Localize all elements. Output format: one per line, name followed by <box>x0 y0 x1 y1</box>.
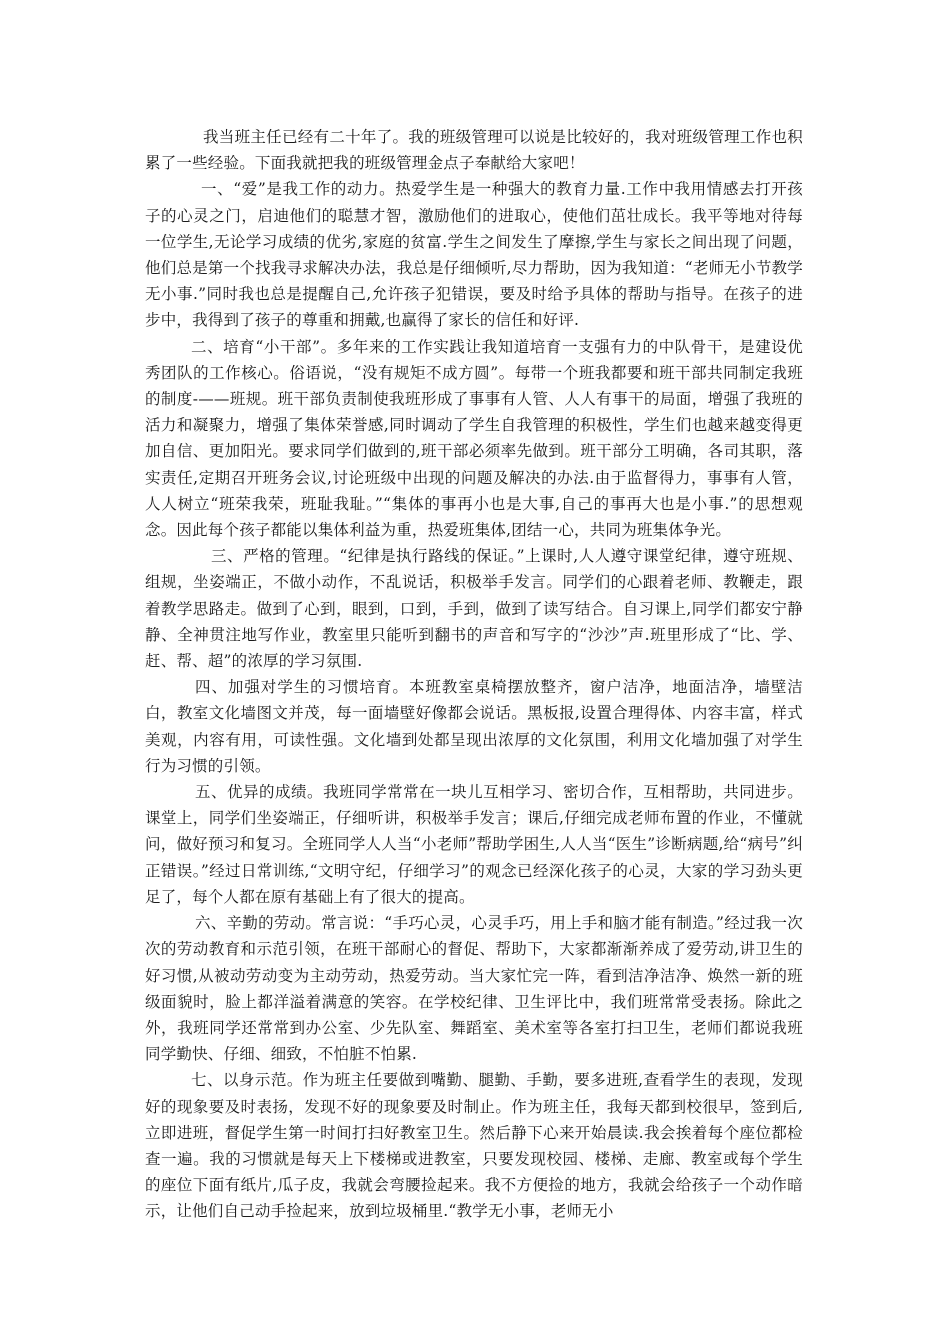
article-body <box>145 124 803 1225</box>
paragraph-habits: 四、加强对学生的习惯培育。本班教室桌椅摆放整齐，窗户洁净，地面洁净，墙壁洁白，教室文化墙图文并茂，每一面墙壁好像都会说话。黑板报,设置合理得体、内容丰富，样式美观，内容有用，可读性强。文化墙到处都呈现出浓厚的文化氛围，利用文化墙加强了对学生行为习惯的引领。 <box>145 678 803 775</box>
paragraph-strict-management: 三、严格的管理。“纪律是执行路线的保证。”上课时,人人遵守课堂纪律，遵守班规、组规，坐姿端正，不做小动作，不乱说话，积极举手发言。同学们的心跟着老师、教鞭走，跟着教学思路走。做到了心到，眼到，口到，手到，做到了读写结合。自习课上,同学们都安宁静静、全神贯注地写作业，教室里只能听到翻书的声音和写字的“沙沙”声.班里形成了“比、学、赶、帮、超”的浓厚的学习氛围. <box>145 547 803 671</box>
paragraph-results: 五、优异的成绩。我班同学常常在一块儿互相学习、密切合作，互相帮助，共同进步。课堂上，同学们坐姿端正，仔细听讲，积极举手发言；课后,仔细完成老师布置的作业，不懂就问，做好预习和复习。全班同学人人当“小老师”帮助学困生,人人当“医生”诊断病题,给“病号”纠正错误。”经过日常训练,“文明守纪，仔细学习”的观念已经深化孩子的心灵，大家的学习劲头更足了，每个人都在原有基础上有了很大的提高。 <box>145 783 803 906</box>
paragraph-intro: 我当班主任已经有二十年了。我的班级管理可以说是比较好的，我对班级管理工作也积累了一些经验。下面我就把我的班级管理金点子奉献给大家吧！ <box>145 128 803 173</box>
paragraph-example: 七、以身示范。作为班主任要做到嘴勤、腿勤、手勤，要多进班,查看学生的表现，发现好的现象要及时表扬，发现不好的现象要及时制止。作为班主任，我每天都到校很早，签到后,立即进班，督促学生第一时间打扫好教室卫生。然后静下心来开始晨读.我会挨着每个座位都检查一遍。我的习惯就是每天上下楼梯或进教室，只要发现校园、楼梯、走廊、教室或每个学生的座位下面有纸片,瓜子皮，我就会弯腰捡起来。我不方便捡的地方，我就会给孩子一个动作暗示，让他们自己动手捡起来，放到垃圾桶里.“教学无小事，老师无小 <box>145 1071 803 1221</box>
paragraph-labor: 六、辛勤的劳动。常言说：“手巧心灵，心灵手巧，用上手和脑才能有制造。”经过我一次次的劳动教育和示范引领，在班干部耐心的督促、帮助下，大家都渐渐养成了爱劳动,讲卫生的好习惯,从被动劳动变为主动劳动，热爱劳动。当大家忙完一阵，看到洁净洁净、焕然一新的班级面貌时，脸上都洋溢着满意的笑容。在学校纪律、卫生评比中，我们班常常受表扬。除此之外，我班同学还常常到办公室、少先队室、舞蹈室、美术室等各室打扫卫生，老师们都说我班同学勤快、仔细、细致，不怕脏不怕累. <box>145 914 803 1064</box>
paragraph-class-leaders: 二、培育“小干部”。多年来的工作实践让我知道培育一支强有力的中队骨干，是建设优秀团队的工作核心。俗语说，“没有规矩不成方圆”。每带一个班我都要和班干部共同制定我班的制度-——班规。班干部负责制使我班形成了事事有人管、人人有事干的局面，增强了我班的活力和凝聚力，增强了集体荣誉感,同时调动了学生自我管理的积极性，学生们也越来越变得更加自信、更加阳光。要求同学们做到的,班干部必须率先做到。班干部分工明确，各司其职，落实责任,定期召开班务会议,讨论班级中出现的问题及解决的办法.由于监督得力，事事有人管，人人树立“班荣我荣，班耻我耻。”“集体的事再小也是大事,自己的事再大也是小事.”的思想观念。因此每个孩子都能以集体利益为重，热爱班集体,团结一心，共同为班集体争光。 <box>145 337 803 540</box>
paragraph-love: 一、“爱”是我工作的动力。热爱学生是一种强大的教育力量.工作中我用情感去打开孩子的心灵之门，启迪他们的聪慧才智，激励他们的进取心，使他们茁壮成长。我平等地对待每一位学生,无论学习成绩的优劣,家庭的贫富.学生之间发生了摩擦,学生与家长之间出现了问题，他们总是第一个找我寻求解决办法，我总是仔细倾听,尽力帮助，因为我知道：“老师无小节教学无小事.”同时我也总是提醒自己,允许孩子犯错误，要及时给予具体的帮助与指导。在孩子的进步中，我得到了孩子的尊重和拥戴,也赢得了家长的信任和好评. <box>145 180 803 330</box>
